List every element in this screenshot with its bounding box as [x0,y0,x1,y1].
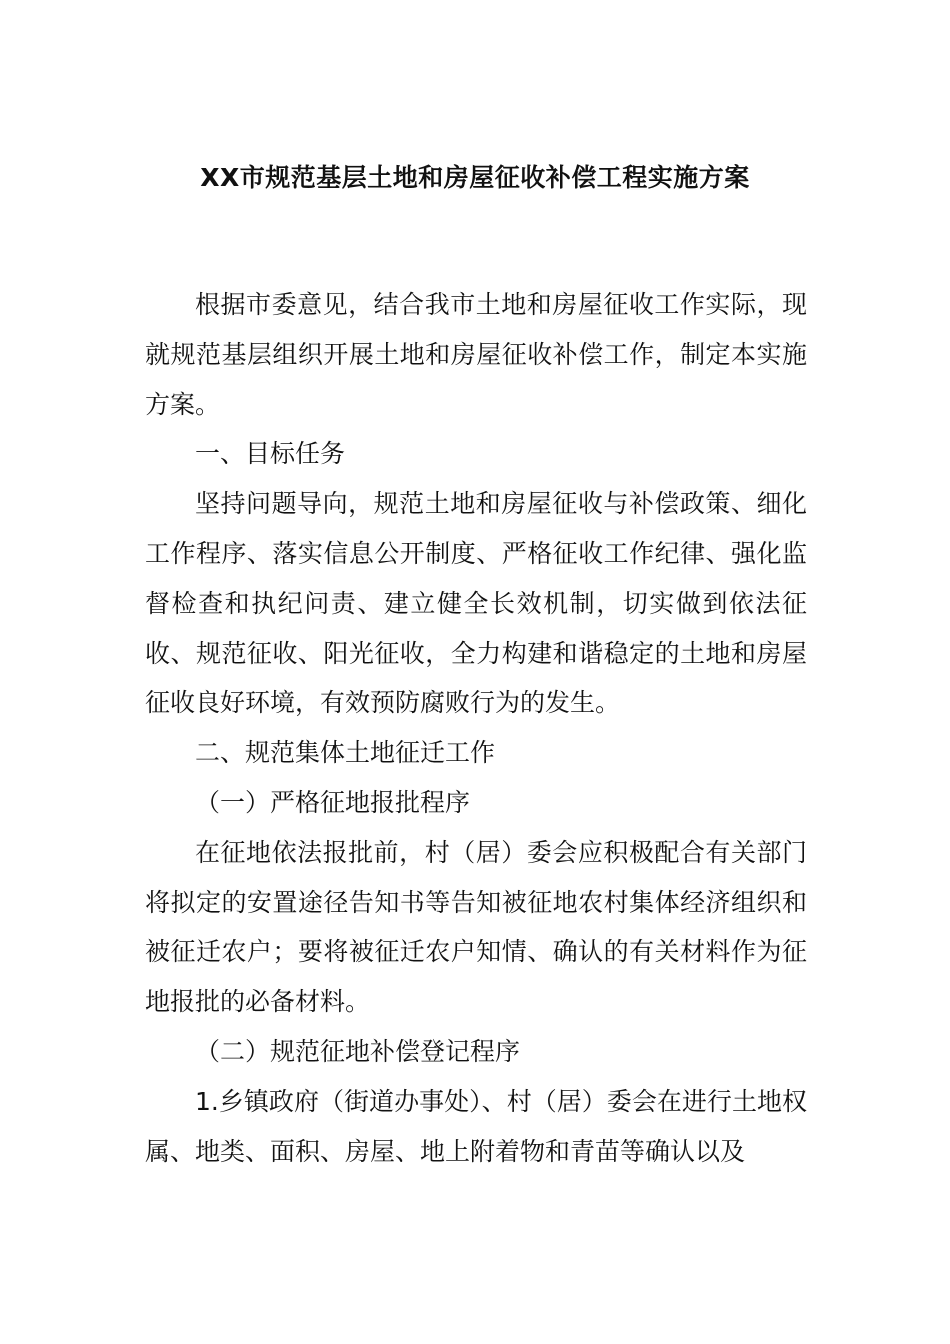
document-body [145,280,807,1176]
paragraph-registration: 1.乡镇政府（街道办事处）、村（居）委会在进行土地权属、地类、面积、房屋、地上附着物和青苗等确认以及 [145,1086,807,1166]
subsection-heading-registration: （二）规范征地补偿登记程序 [195,1036,521,1066]
paragraph-goals: 坚持问题导向，规范土地和房屋征收与补偿政策、细化工作程序、落实信息公开制度、严格征收工作纪律、强化监督检查和执纪问责、建立健全长效机制，切实做到依法征收、规范征收、阳光征收，全力构建和谐稳定的土地和房屋征收良好环境，有效预防腐败行为的发生。 [145,489,807,718]
paragraph-intro: 根据市委意见，结合我市土地和房屋征收工作实际，现就规范基层组织开展土地和房屋征收补偿工作，制定本实施方案。 [145,290,807,419]
paragraph-approval: 在征地依法报批前，村（居）委会应积极配合有关部门将拟定的安置途径告知书等告知被征地农村集体经济组织和被征迁农户；要将被征迁农户知情、确认的有关材料作为征地报批的必备材料。 [145,837,807,1017]
section-heading-collective-land: 二、规范集体土地征迁工作 [195,738,496,768]
section-heading-goals: 一、目标任务 [195,439,346,469]
subsection-heading-approval: （一）严格征地报批程序 [195,787,471,817]
document-title: XX市规范基层土地和房屋征收补偿工程实施方案 [200,163,750,192]
